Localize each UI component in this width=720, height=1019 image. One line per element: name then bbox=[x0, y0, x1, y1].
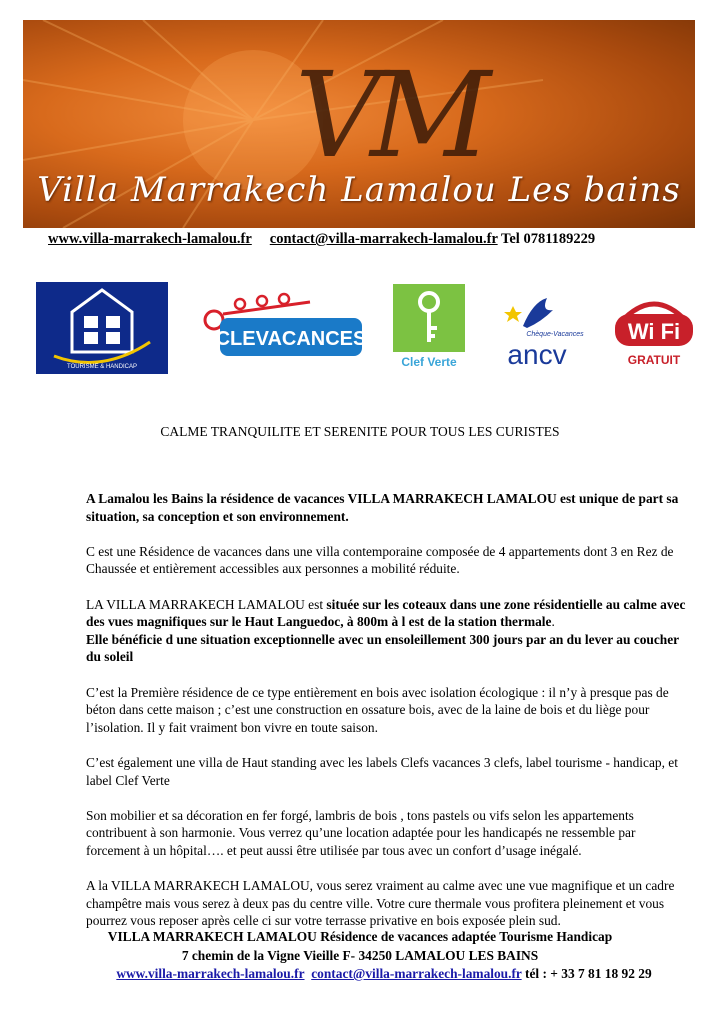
description-body bbox=[86, 490, 692, 947]
header-contact-line bbox=[48, 231, 708, 248]
paragraph-calm: A la VILLA MARRAKECH LAMALOU, vous serez vraiment au calme avec une vue magnifique et un cadre champêtre mais vous serez à deux pas du centre ville. Votre cure thermale vous profitera pleinement et vous pourrez vous reposer après celle ci sur votre terrasse privative en bois exposée plein sud. bbox=[86, 878, 675, 929]
email-link[interactable]: contact@villa-marrakech-lamalou.fr bbox=[269, 231, 498, 247]
clef-verte-text: Clef Verte bbox=[401, 355, 457, 369]
wifi-gratuit-logo bbox=[611, 292, 697, 372]
clevacances-text: CLEVACANCES bbox=[215, 328, 365, 350]
banner-title: Villa Marrakech Lamalou Les bains bbox=[37, 170, 681, 210]
tourisme-handicap-text: TOURISME & HANDICAP bbox=[67, 364, 137, 370]
paragraph-construction: C’est la Première résidence de ce type entièrement en bois avec isolation écologique : il n’y à presque pas de béton dans cette maison ; c’est une construction en ossature bois, avec de la laine de bois et du liège pour l’isolation. Il y fait vraiment bon vivre en toute saison. bbox=[86, 684, 669, 735]
ancv-text: ancv bbox=[507, 339, 567, 370]
tagline: CALME TRANQUILITE ET SERENITE POUR TOUS LES CURISTES bbox=[160, 424, 560, 439]
wifi-text: Wi Fi bbox=[627, 319, 681, 344]
ancv-logo bbox=[483, 292, 591, 370]
paragraph-labels: C’est également une villa de Haut standing avec les labels Clefs vacances 3 clefs, label tourisme - handicap, et label Clef Verte bbox=[86, 754, 678, 788]
clevacances-logo bbox=[200, 292, 365, 362]
website-link[interactable]: www.villa-marrakech-lamalou.fr bbox=[48, 231, 252, 247]
footer bbox=[0, 928, 720, 984]
intro-paragraph: A Lamalou les Bains la résidence de vacances VILLA MARRAKECH LAMALOU est unique de part sa situation, sa conception et son environnement. bbox=[86, 491, 679, 524]
tourisme-handicap-logo bbox=[36, 282, 168, 374]
paragraph-decoration: Son mobilier et sa décoration en fer forgé, lambris de bois , tons pastels ou vifs selon les appartements contribuent à son harmonie. Vous verrez qu’une location adaptée pour les handicapés ne ressemble par forcement à un hôpital…. et peut aussi être utilisée par tous avec un confort d’usage inégalé. bbox=[86, 807, 636, 858]
paragraph-location: LA VILLA MARRAKECH LAMALOU est située sur les coteaux dans une zone résidentielle au calme avec des vues magnifiques sur le Haut Languedoc, à 800m à l est de la station thermale. Elle bénéficie d une situation exceptionnelle avec un ensoleillement 300 jours par an du lever au coucher du soleil bbox=[86, 596, 686, 665]
footer-phone: tél : + 33 7 81 18 92 29 bbox=[525, 966, 652, 981]
phone-text: Tel 0781189229 bbox=[501, 231, 596, 247]
footer-contact-line bbox=[0, 965, 720, 984]
vm-monogram: VM bbox=[294, 46, 482, 184]
footer-email-link[interactable]: contact@villa-marrakech-lamalou.fr bbox=[311, 966, 522, 981]
wifi-gratuit-text: GRATUIT bbox=[627, 353, 681, 367]
cheque-vacances-text: Chèque-Vacances bbox=[526, 331, 584, 338]
paragraph-apartments: C est une Résidence de vacances dans une villa contemporaine composée de 4 appartements dont 3 en Rez de Chaussée et entièrement accessibles aux personnes a mobilité réduite. bbox=[86, 543, 674, 577]
footer-line-1: VILLA MARRAKECH LAMALOU Résidence de vacances adaptée Tourisme Handicap bbox=[107, 929, 613, 944]
footer-address: 7 chemin de la Vigne Vieille F- 34250 LAMALOU LES BAINS bbox=[181, 947, 539, 963]
footer-website-link[interactable]: www.villa-marrakech-lamalou.fr bbox=[116, 966, 305, 981]
clef-verte-logo bbox=[393, 284, 465, 370]
header-banner bbox=[23, 20, 695, 228]
